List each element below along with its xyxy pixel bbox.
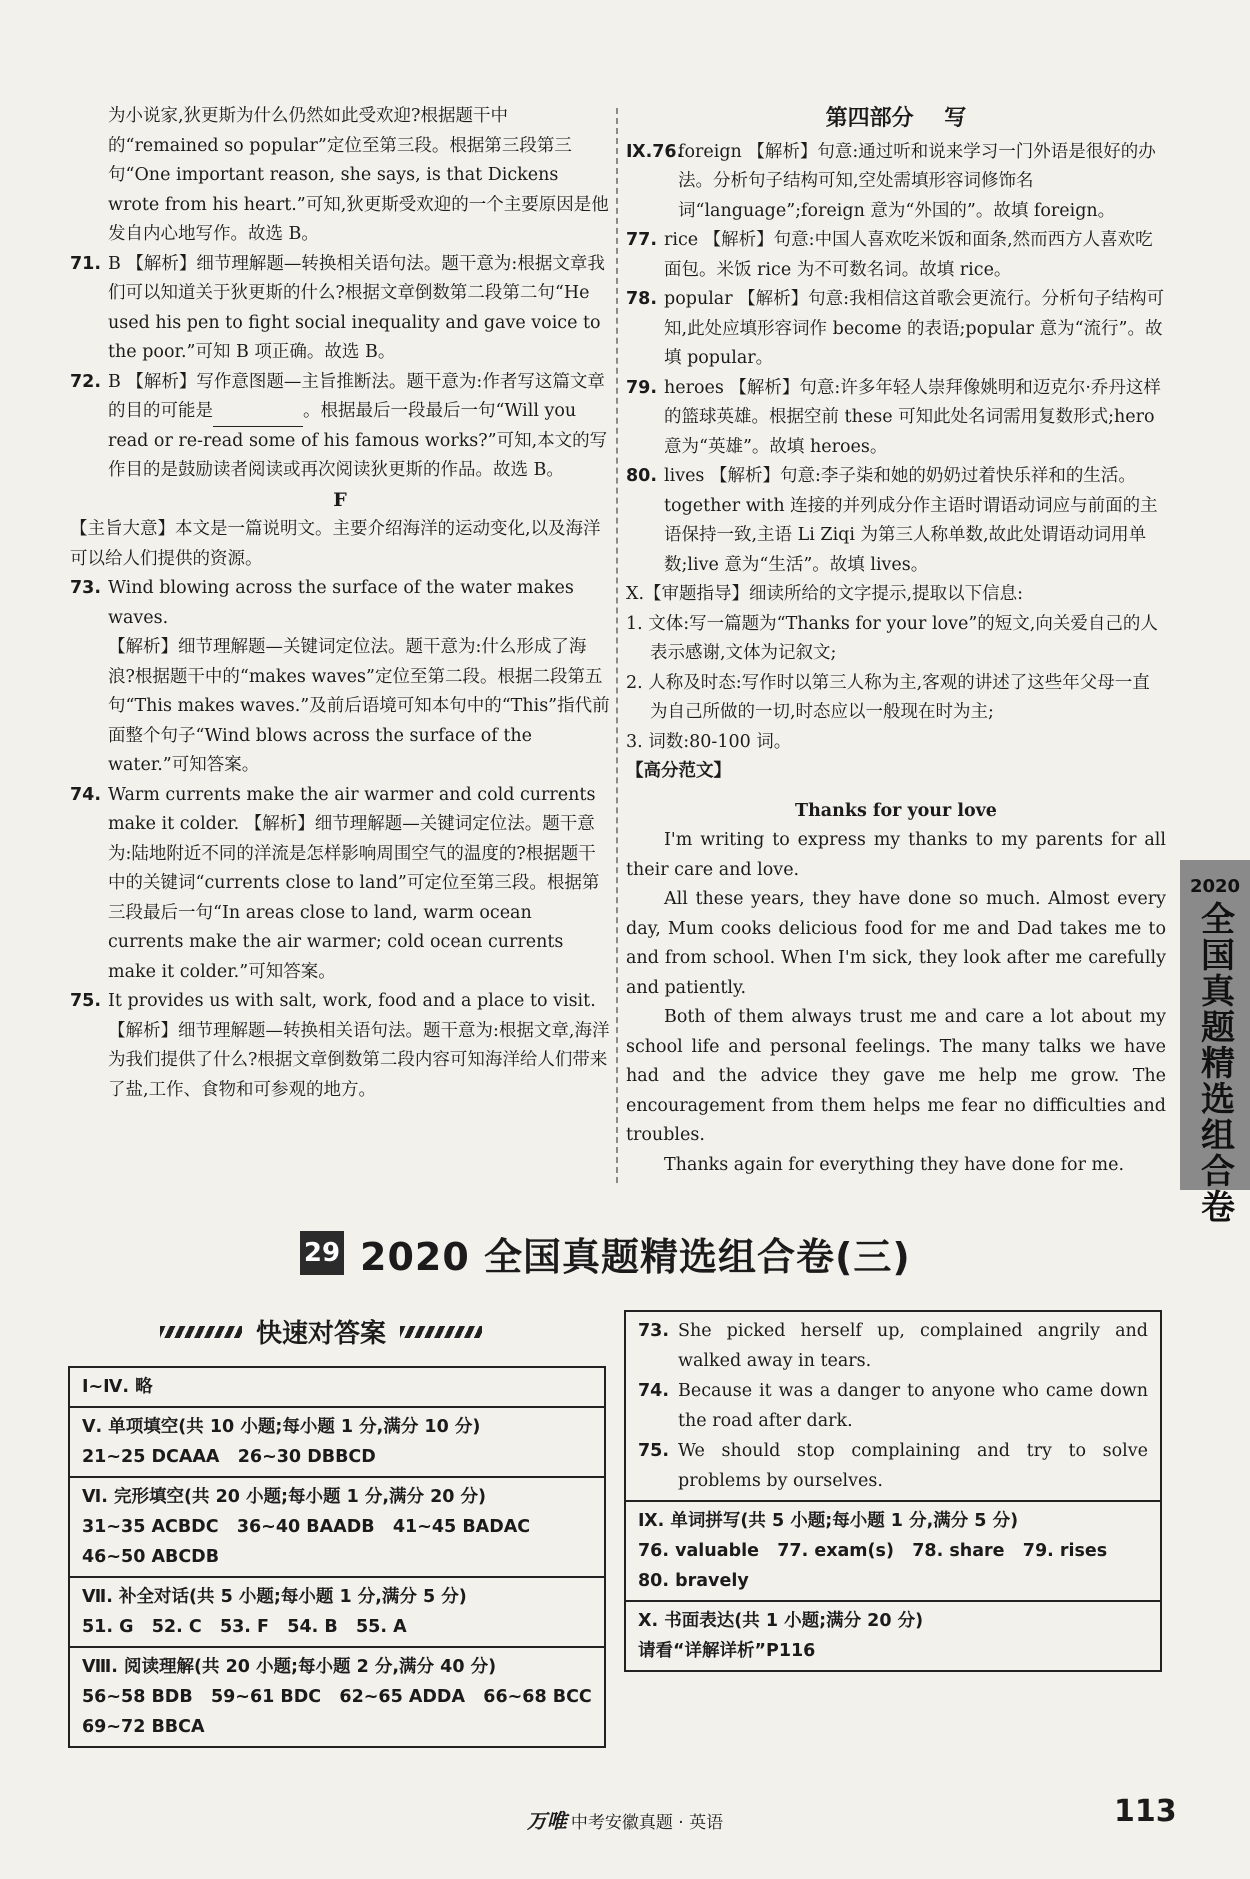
- q74-text: Warm currents make the air warmer and cold currents make it colder. 【解析】细节理解题—关键词定位法。题干意为:陆地附近不同的洋流是怎样影响周围空气的温度的?根据题干中的关键词“currents close to land”可定位至第三段。根据第三段最后一句“In areas close to land, warm ocean currents make the air warmer; cold ocean currents make it colder.”可知答案。: [108, 784, 600, 982]
- main-idea: 【主旨大意】本文是一篇说明文。主要介绍海洋的运动变化,以及海洋可以给人们提供的资源。: [70, 519, 601, 569]
- decorative-stripes: [400, 1326, 482, 1338]
- row-answers: 21~25 DCAAA 26~30 DBBCD: [82, 1447, 376, 1467]
- section-number-badge: 29: [300, 1231, 344, 1275]
- answer-number: 73.: [638, 1321, 670, 1341]
- q75: [70, 987, 610, 1017]
- answer-row-1: Ⅰ~Ⅳ. 略: [70, 1368, 604, 1408]
- column-divider: [616, 108, 618, 1183]
- essay-paragraph: All these years, they have done so much. Almost every day, Mum cooks delicious food for me and Dad takes me to and from school. When I'm sick, they look after me carefully and patiently.: [626, 889, 1166, 998]
- row-note: 请看“详解详析”P116: [638, 1641, 816, 1661]
- row-answers: 56~58 BDB 59~61 BDC 62~65 ADDA 66~68 BCC: [82, 1687, 592, 1707]
- decorative-stripes: [160, 1326, 242, 1338]
- q73-answer: Wind blowing across the surface of the water makes waves.: [108, 578, 574, 628]
- q77: [626, 226, 1166, 285]
- q71-number: 71.: [70, 253, 102, 274]
- q77-text: rice 【解析】句意:中国人喜欢吃米饭和面条,然而西方人喜欢吃面包。米饭 rice 为不可数名词。故填 rice。: [664, 230, 1153, 280]
- q79: [626, 374, 1166, 463]
- q72-number: 72.: [70, 371, 102, 392]
- page-footer: [0, 1805, 1250, 1834]
- answer-text: Because it was a danger to anyone who came down the road after dark.: [678, 1381, 1148, 1431]
- essay-title: Thanks for your love: [795, 800, 997, 821]
- row-answers: 31~35 ACBDC 36~40 BAADB 41~45 BADAC: [82, 1517, 531, 1537]
- quick-answers-title: 快速对答案: [256, 1319, 387, 1349]
- section-f-heading: F: [333, 488, 347, 511]
- q72-text-a: B 【解析】写作意图题—主旨推断法。题干意为:作者写这篇文章的目的可能是: [108, 371, 605, 421]
- left-column: [70, 102, 610, 1105]
- q76-number: Ⅸ.76.: [626, 141, 684, 162]
- answer-number: 75.: [638, 1441, 670, 1461]
- answer-75: [638, 1436, 1148, 1496]
- answer-row-2: [70, 1408, 604, 1478]
- side-tab: [1180, 860, 1250, 1225]
- row-answers: 46~50 ABCDB: [82, 1547, 220, 1567]
- q75-answer: It provides us with salt, work, food and a place to visit.: [108, 991, 596, 1011]
- q75-number: 75.: [70, 991, 102, 1011]
- right-column: [626, 102, 1166, 1180]
- answer-row-writing-answers: [626, 1312, 1160, 1502]
- q78-text: popular 【解析】句意:我相信这首歌会更流行。分析句子结构可知,此处应填形容词作 become 的表语;popular 意为“流行”。故填 popular。: [664, 289, 1165, 368]
- brand-logo: 万唯: [526, 1809, 567, 1833]
- essay-paragraph: Thanks again for everything they have done for me.: [664, 1154, 1125, 1175]
- q78-number: 78.: [626, 289, 658, 309]
- q80-number: 80.: [626, 466, 658, 486]
- row-answers: 51. G 52. C 53. F 54. B 55. A: [82, 1617, 407, 1637]
- q73-explanation: 【解析】细节理解题—关键词定位法。题干意为:什么形成了海浪?根据题干中的“makes waves”定位至第二段。根据二段第五句“This makes waves.”及前后语境可知本句中的“This”指代前面整个句子“Wind blows across the surface of the water.”可知答案。: [108, 637, 610, 775]
- answer-box-right: [624, 1310, 1162, 1672]
- row-heading: Ⅴ. 单项填空(共 10 小题;每小题 1 分,满分 10 分): [82, 1417, 481, 1437]
- q71: [70, 250, 610, 368]
- row-answers: 69~72 BBCA: [82, 1717, 205, 1737]
- q77-number: 77.: [626, 230, 658, 250]
- q76: [626, 138, 1166, 227]
- model-essay-label: 【高分范文】: [626, 761, 731, 781]
- answer-text: She picked herself up, complained angrily and walked away in tears.: [678, 1321, 1148, 1371]
- answer-number: 74.: [638, 1381, 670, 1401]
- guide-item-2: 2. 人称及时态:写作时以第三人称为主,客观的讲述了这些年父母一直为自己所做的一切,时态应以一般现在时为主;: [626, 672, 1150, 722]
- writing-guide-heading: Ⅹ.【审题指导】细读所给的文字提示,提取以下信息:: [626, 584, 1023, 604]
- q70-explanation-cont: 为小说家,狄更斯为什么仍然如此受欢迎?根据题干中的“remained so popular”定位至第三段。根据第三段第三句“One important reason, she says, is that Dickens wrote from his heart.”可知,狄更斯受欢迎的一个主要原因是他发自内心地写作。故选 B。: [108, 106, 609, 244]
- guide-item-1: 1. 文体:写一篇题为“Thanks for your love”的短文,向关爱自己的人表示感谢,文体为记叙文;: [626, 613, 1158, 663]
- answer-74: [638, 1376, 1148, 1436]
- answer-row-5: [70, 1648, 604, 1746]
- essay-paragraph: Both of them always trust me and care a lot about my school life and personal feelings. The many talks we have had and the advice they gave me help me grow. The encouragement from them helps me fear no difficulties and troubles.: [626, 1007, 1166, 1145]
- q72-text-b: 。根据最后一段最后一句“Will you read or re-read some of his famous works?”可知,本文的写作目的是鼓励读者阅读或再次阅读狄更斯的作品。故选 B。: [108, 401, 608, 480]
- answer-row-4: [70, 1578, 604, 1648]
- part4-title: 第四部分 写: [825, 106, 967, 131]
- row-answers: 80. bravely: [638, 1571, 749, 1591]
- page-number: 113: [1114, 1794, 1177, 1829]
- side-tab-year: 2020: [1189, 876, 1241, 897]
- answer-73: [638, 1316, 1148, 1376]
- model-essay: [626, 826, 1166, 1180]
- answer-row-spelling: [626, 1502, 1160, 1602]
- q74: [70, 781, 610, 988]
- q80-text: lives 【解析】句意:李子柒和她的奶奶过着快乐祥和的生活。together with 连接的并列成分作主语时谓语动词应与前面的主语保持一致,主语 Li Ziqi 为第三人称单数,故此处谓语动词用单数;live 意为“生活”。故填 lives。: [664, 466, 1158, 575]
- section-heading: [300, 1225, 911, 1281]
- q79-text: heroes 【解析】句意:许多年轻人崇拜像姚明和迈克尔·乔丹这样的篮球英雄。根据空前 these 可知此处名词需用复数形式;hero 意为“英雄”。故填 heroes。: [664, 377, 1161, 457]
- q71-text: B 【解析】细节理解题—转换相关语句法。题干意为:根据文章我们可以知道关于狄更斯的什么?根据文章倒数第二段第二句“He used his pen to fight social inequality and gave voice to the poor.”可知 B 项正确。故选 B。: [108, 253, 605, 362]
- q73-number: 73.: [70, 578, 102, 598]
- q76-text: foreign 【解析】句意:通过听和说来学习一门外语是很好的办法。分析句子结构可知,空处需填形容词修饰名词“language”;foreign 意为“外国的”。故填 foreign。: [678, 141, 1156, 221]
- row-heading: Ⅷ. 阅读理解(共 20 小题;每小题 2 分,满分 40 分): [82, 1657, 497, 1677]
- row-answers: 76. valuable 77. exam(s) 78. share 79. rises: [638, 1541, 1108, 1561]
- q73: [70, 574, 610, 633]
- essay-paragraph: I'm writing to express my thanks to my parents for all their care and love.: [626, 830, 1166, 880]
- row-heading: Ⅹ. 书面表达(共 1 小题;满分 20 分): [638, 1611, 924, 1631]
- answer-blank: [213, 406, 303, 427]
- q79-number: 79.: [626, 377, 658, 398]
- row-heading: Ⅶ. 补全对话(共 5 小题;每小题 1 分,满分 5 分): [82, 1587, 467, 1607]
- answer-box-left: [68, 1366, 606, 1748]
- q80: [626, 462, 1166, 580]
- section-title: 2020 全国真题精选组合卷(三): [360, 1234, 911, 1279]
- quick-answers-heading: [160, 1313, 482, 1350]
- answer-row-3: [70, 1478, 604, 1578]
- answer-text: We should stop complaining and try to solve problems by ourselves.: [678, 1441, 1148, 1491]
- row-heading: Ⅸ. 单词拼写(共 5 小题;每小题 1 分,满分 5 分): [638, 1511, 1019, 1531]
- q72: [70, 368, 610, 486]
- footer-text: 中考安徽真题 · 英语: [570, 1813, 724, 1833]
- guide-item-3: 3. 词数:80-100 词。: [626, 731, 792, 752]
- side-tab-text: 全国真题精选组合卷: [1194, 901, 1235, 1225]
- answer-row-essay: [626, 1602, 1160, 1670]
- q75-explanation: 【解析】细节理解题—转换相关语句法。题干意为:根据文章,海洋为我们提供了什么?根据文章倒数第二段内容可知海洋给人们带来了盐,工作、食物和可参观的地方。: [108, 1020, 610, 1100]
- row-heading: Ⅵ. 完形填空(共 20 小题;每小题 1 分,满分 20 分): [82, 1487, 487, 1507]
- q74-number: 74.: [70, 784, 102, 805]
- q78: [626, 285, 1166, 374]
